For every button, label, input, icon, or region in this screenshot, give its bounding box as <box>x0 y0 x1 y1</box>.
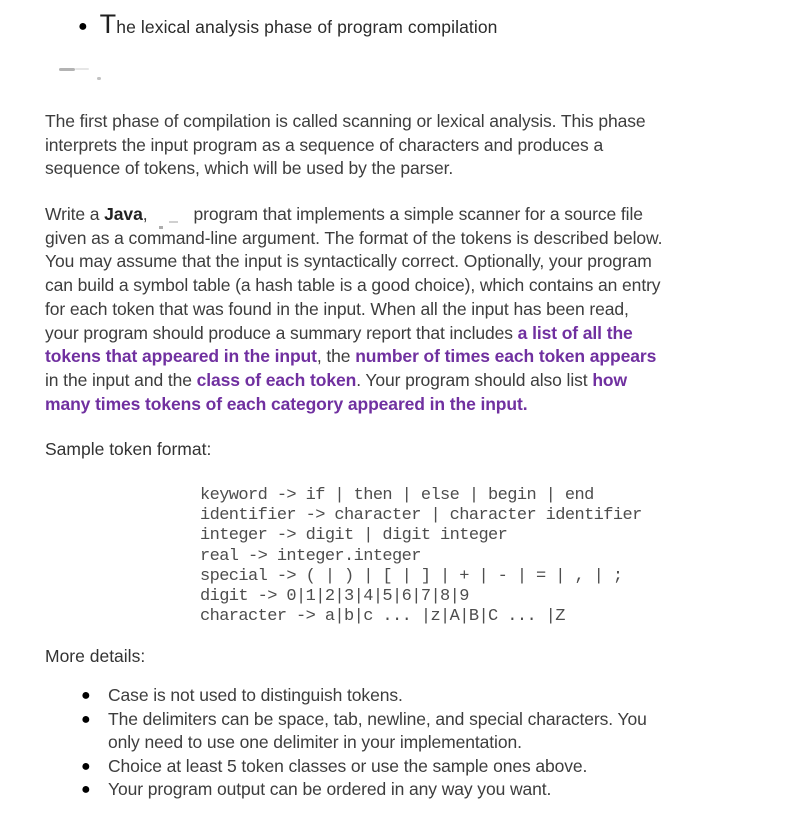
emphasis-purple-text: how <box>592 369 628 390</box>
text-run: for each token that was found in the input. When all the input has been read, <box>45 298 629 319</box>
emphasis-purple-text: tokens that appeared in the input <box>45 346 317 367</box>
text-line <box>45 203 662 227</box>
bullet-icon: ● <box>78 18 88 35</box>
text-line: real -> integer.integer <box>200 546 421 566</box>
smudge-artifact <box>75 68 89 70</box>
text-run: Write a <box>45 204 105 224</box>
bullet-icon: ● <box>81 757 91 775</box>
text-run: your program should produce a summary report that includes <box>45 322 518 343</box>
text-run: program that implements a simple scanner for a source file <box>193 204 643 224</box>
list-item <box>81 778 647 802</box>
bullet-icon: ● <box>81 687 91 704</box>
list-item <box>81 708 647 755</box>
text-run: , <box>142 204 148 224</box>
text-line: The first phase of compilation is called scanning or lexical analysis. This phase <box>45 111 646 131</box>
token-grammar-code <box>200 486 642 627</box>
smudge-artifact <box>97 77 101 80</box>
text-line: Your program output can be ordered in any way you want. <box>108 779 552 800</box>
intro-paragraph <box>45 110 646 181</box>
bullet-icon: ● <box>81 781 91 799</box>
text-line: sequence of tokens, which will be used by the parser. <box>45 158 454 179</box>
text-run: , the <box>316 346 356 367</box>
text-line <box>45 369 662 393</box>
list-item-text <box>108 684 403 708</box>
list-item-text <box>108 708 647 755</box>
text-run: given as a command-line argument. The format of the tokens is described below. <box>45 227 663 248</box>
text-line <box>45 322 662 346</box>
text-line: identifier -> character | character identifier <box>200 506 642 526</box>
text-line: special -> ( | ) | [ | ] | + | - | = | , | ; <box>200 566 623 586</box>
text-line <box>45 393 662 417</box>
emphasis-purple-text: a list of all the <box>517 322 633 343</box>
list-item <box>81 684 647 708</box>
text-line <box>100 9 498 40</box>
text-line <box>45 345 662 369</box>
text-run: he lexical analysis phase of program compilation <box>116 17 498 37</box>
text-line: Case is not used to distinguish tokens. <box>108 685 403 705</box>
text-line: The delimiters can be space, tab, newline, and special characters. You <box>108 708 647 729</box>
text-line: only need to use one delimiter in your implementation. <box>108 732 522 753</box>
page-title <box>100 9 498 40</box>
task-paragraph <box>45 203 662 416</box>
bullet-icon: ● <box>81 710 91 728</box>
text-line <box>45 250 662 274</box>
list-item <box>81 755 647 779</box>
text-run: You may assume that the input is syntactically correct. Optionally, your program <box>45 251 652 272</box>
bold-text: Java <box>104 204 143 224</box>
text-line <box>45 227 662 251</box>
list-item-text <box>108 755 587 779</box>
sample-format-heading: Sample token format: <box>45 439 212 459</box>
text-line <box>45 298 662 322</box>
emphasis-purple-text: number of times each token appears <box>355 346 657 367</box>
text-line: character -> a|b|c ... |z|A|B|C ... |Z <box>200 607 565 627</box>
text-line: keyword -> if | then | else | begin | end <box>200 486 594 505</box>
text-run: can build a symbol table (a hash table is a good choice), which contains an entry <box>45 275 661 296</box>
text-run: in the input and the <box>45 369 197 390</box>
more-details-heading: More details: <box>45 646 146 666</box>
dropcap-letter: T <box>99 9 117 39</box>
title-bullet-item <box>78 9 498 40</box>
text-run: . Your program should also list <box>356 369 593 390</box>
details-bullet-list <box>81 684 647 802</box>
text-line <box>45 274 662 298</box>
text-line: integer -> digit | digit integer <box>200 526 508 546</box>
smudge-artifact <box>59 68 75 71</box>
emphasis-purple-text: class of each token <box>196 369 357 390</box>
text-line: interprets the input program as a sequence of characters and produces a <box>45 134 604 155</box>
emphasis-purple-text: many times tokens of each category appeared in the input. <box>45 393 528 414</box>
text-line: digit -> 0|1|2|3|4|5|6|7|8|9 <box>200 587 469 607</box>
text-line: Choice at least 5 token classes or use the sample ones above. <box>108 755 588 776</box>
list-item-text <box>108 778 551 802</box>
